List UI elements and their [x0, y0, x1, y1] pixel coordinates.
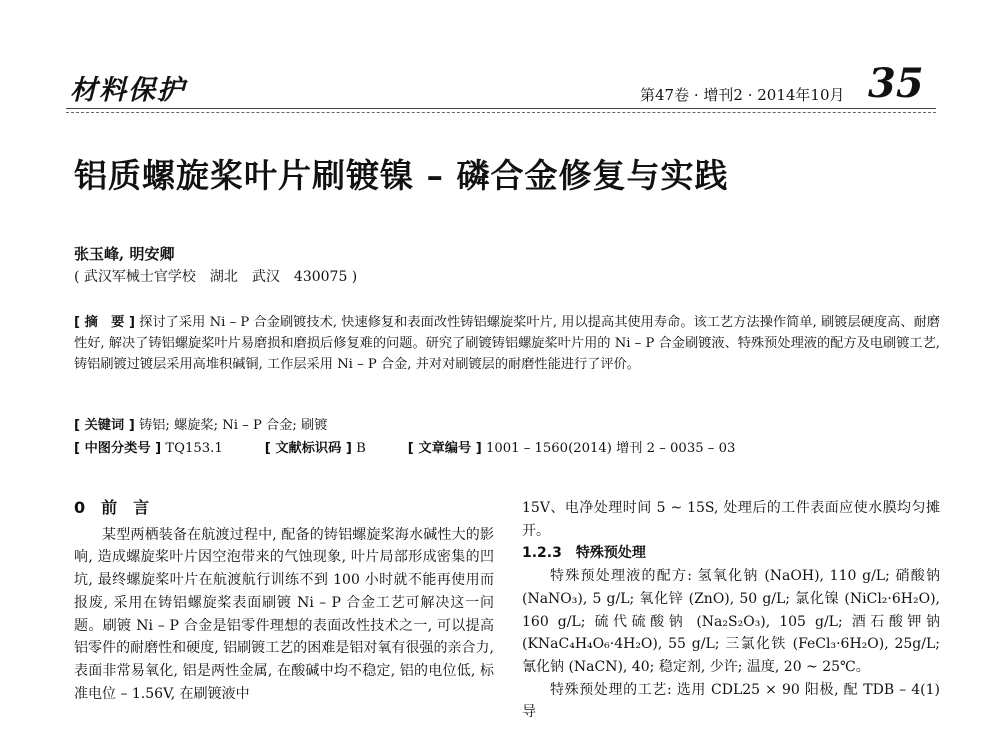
class-label: [ 中图分类号 ]: [74, 441, 162, 456]
abstract: [74, 313, 940, 375]
abstract-label: [ 摘 要 ]: [74, 315, 135, 330]
journal-name: 材料保护: [70, 75, 186, 106]
right-paragraph-3: 特殊预处理的工艺: 选用 CDL25 × 90 阳极, 配 TDB – 4(1) 导: [522, 681, 940, 721]
keywords-text: 铸铝; 螺旋桨; Ni – P 合金; 刷镀: [139, 418, 328, 433]
keywords: [74, 414, 327, 433]
classification-line: [74, 437, 834, 456]
class-number: TQ153.1: [165, 441, 223, 456]
intro-paragraph: 某型两栖装备在航渡过程中, 配备的铸铝螺旋桨海水碱性大的影响, 造成螺旋桨叶片因空泡带来的气蚀现象, 叶片局部形成密集的凹坑, 最终螺旋桨叶片在航渡航行训练不到 100 小时就不能再使用而报废, 采用在铸铝螺旋桨表面刷镀 Ni – P 合金工艺可解决这一问题。刷镀 Ni – P 合金是铝零件理想的表面改性技术之一, 可以提高铝零件的耐磨性和硬度, 铝刷镀工艺的困难是铝对氧有很强的亲合力, 表面非常易氧化, 铝是两性金属, 在酸碱中均不稳定, 铝的电位低, 标准电位 – 1.56V, 在刷镀液中: [74, 526, 494, 702]
abstract-text: 探讨了采用 Ni – P 合金刷镀技术, 快速修复和表面改性铸铝螺旋桨叶片, 用以提高其使用寿命。该工艺方法操作简单, 刷镀层硬度高、耐磨性好, 解决了铸铝螺旋桨叶片易磨损和磨损后修复难的问题。研究了刷镀铸铝螺旋桨叶片用的 Ni – P 合金刷镀液、特殊预处理液的配方及电刷镀工艺, 铸铝刷镀过镀层采用高堆积碱铜, 工作层采用 Ni – P 合金, 并对对刷镀层的耐磨性能进行了评价。: [74, 315, 940, 372]
subsection-heading: 1.2.3 特殊预处理: [522, 545, 646, 562]
header-rule: [66, 108, 936, 109]
header-rule-dashed: [66, 112, 936, 113]
issue-info: 第47卷 · 增刊2 · 2014年10月: [640, 86, 845, 104]
page-number: 35: [868, 60, 924, 107]
doc-code-label: [ 文献标识码 ]: [264, 441, 352, 456]
right-column: [522, 497, 940, 724]
keywords-label: [ 关键词 ]: [74, 418, 135, 433]
left-column: [74, 497, 494, 705]
article-number-label: [ 文章编号 ]: [407, 441, 482, 456]
right-paragraph-1: 15V、电净处理时间 5 ~ 15S, 处理后的工件表面应使水膜均匀摊开。: [522, 500, 940, 539]
article-number: 1001 – 1560(2014) 增刊 2 – 0035 – 03: [485, 441, 736, 456]
doc-code: B: [356, 441, 366, 456]
right-paragraph-2: 特殊预处理液的配方: 氢氧化钠 (NaOH), 110 g/L; 硝酸钠 (NaNO₃), 5 g/L; 氧化锌 (ZnO), 50 g/L; 氯化镍 (NiCl₂·6H₂O), 160 g/L; 硫代硫酸钠 (Na₂S₂O₃), 105 g/L; 酒石酸钾钠 (KNaC₄H₄O₆·4H₂O), 55 g/L; 三氯化铁 (FeCl₃·6H₂O), 25g/L; 氰化钠 (NaCN), 40; 稳定剂, 少许; 温度, 20 ~ 25℃。: [522, 568, 940, 675]
section-heading: 0 前 言: [74, 498, 150, 517]
authors: 张玉峰, 明安卿: [74, 245, 175, 263]
article-title: 铝质螺旋桨叶片刷镀镍 – 磷合金修复与实践: [74, 156, 729, 195]
affiliation: ( 武汉军械士官学校 湖北 武汉 430075 ): [74, 269, 358, 285]
